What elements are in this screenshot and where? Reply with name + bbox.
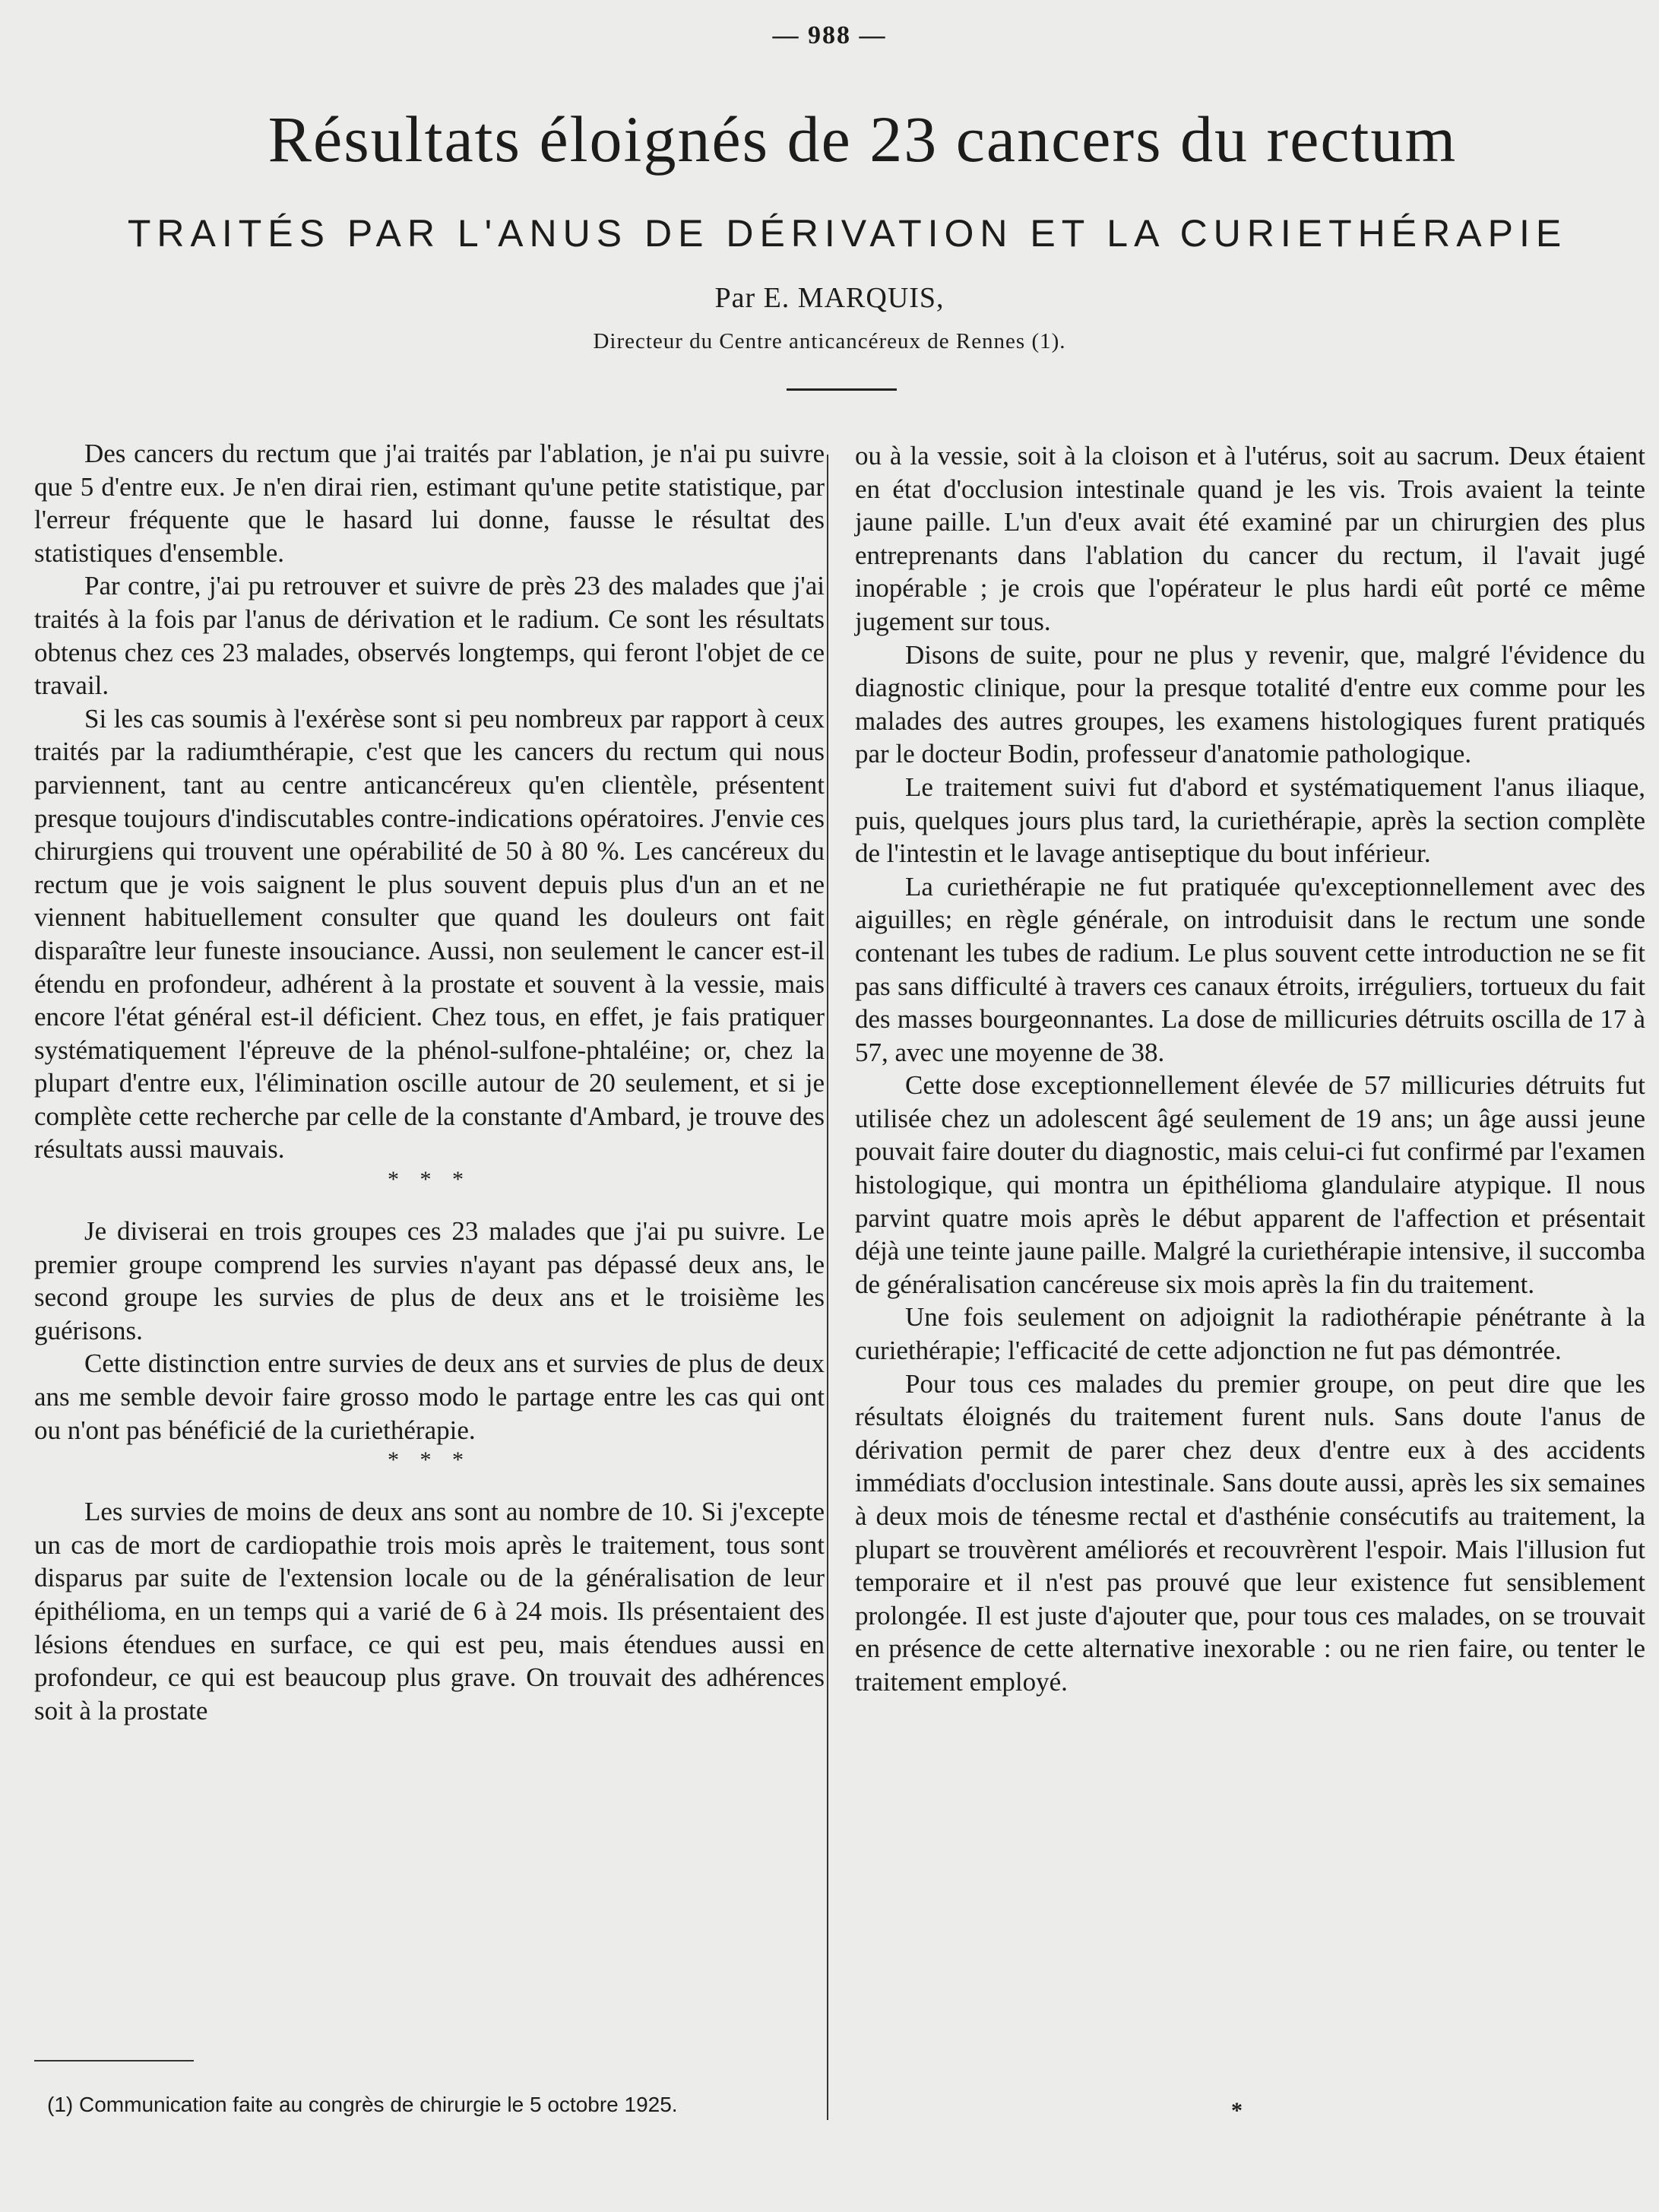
paragraph: ou à la vessie, soit à la cloison et à l'utérus, soit au sacrum. Deux étaient en état d'occlusion intestinale quand je les vis. Trois avaient la teinte jaune paille. L'un d'eux avait été examiné par un chirurgien des plus entreprenants dans l'ablation du cancer du rectum, il l'avait jugé inopérable ; je crois que l'opérateur le plus hardi eût porté ce même jugement sur tous. [855,441,1645,636]
paragraph: Si les cas soumis à l'exérèse sont si peu nombreux par rapport à ceux traités par la radiumthérapie, c'est que les cancers du rectum qui nous parviennent, tant au centre anticancéreux qu'en clientèle, présentent presque toujours d'indiscutables contre-indications opératoires. J'envie ces chirurgiens qui trouvent une opérabilité de 50 à 80 %. Les cancéreux du rectum que je vois saignent le plus souvent depuis plus d'un an et ne viennent habituellement consulter que quand les douleurs ont fait disparaître leur funeste insouciance. Aussi, non seulement le cancer est-il étendu en profondeur, adhérent à la prostate et souvent à la vessie, mais encore l'état général est-il déficient. Chez tous, en effet, je fais pratiquer systématiquement l'épreuve de la phénol-sulfone-phtaléine; or, chez la plupart d'entre eux, l'élimination oscille autour de 20 seulement, et si je complète cette recherche par celle de la constante d'Ambard, je trouve des résultats aussi mauvais. [34,703,825,1165]
paragraph: Une fois seulement on adjoignit la radiothérapie pénétrante à la curiethérapie; l'efficacité de cette adjonction ne fut pas démontrée. [855,1302,1645,1366]
author-affiliation: Directeur du Centre anticancéreux de Rennes (1). [593,329,1066,353]
column-divider [827,2063,828,2120]
section-separator: * * * [388,1447,471,1473]
paragraph: Par contre, j'ai pu retrouver et suivre de près 23 des malades que j'ai traités à la fois par l'anus de dérivation et le radium. Ce sont les résultats obtenus chez ces 23 malades, observés longtemps, qui feront l'objet de ce travail. [34,571,825,701]
paragraph: Le traitement suivi fut d'abord et systématiquement l'anus iliaque, puis, quelques jours plus tard, la curiethérapie, après la section complète de l'intestin et le lavage antiseptique du bout inférieur. [855,772,1645,869]
paragraph: Je diviserai en trois groupes ces 23 malades que j'ai pu suivre. Le premier groupe comprend les survies n'ayant pas dépassé deux ans, le second groupe les survies de plus de deux ans et le troisième les guérisons. [34,1216,825,1345]
end-mark: * [1231,2098,1243,2123]
paragraph: Disons de suite, pour ne plus y revenir, que, malgré l'évidence du diagnostic clinique, pour la presque totalité d'entre eux comme pour les malades des autres groupes, les examens histologiques furent pratiqués par le docteur Bodin, professeur d'anatomie pathologique. [855,639,1645,769]
article-subtitle: TRAITÉS PAR L'ANUS DE DÉRIVATION ET LA CURIETHÉRAPIE [127,212,1568,255]
paragraph: Pour tous ces malades du premier groupe, on peut dire que les résultats éloignés du traitement furent nuls. Sans doute l'anus de dérivation permit de parer chez deux d'entre eux à des accidents immédiats d'occlusion intestinale. Sans doute aussi, après les six semaines à deux mois de ténesme rectal et d'asthénie consécutifs au traitement, la plupart se trouvèrent améliorés et recouvrèrent l'espoir. Mais l'illusion fut temporaire et il n'est pas prouvé que leur existence fut sensiblement prolongée. Il est juste d'ajouter que, pour tous ces malades, on se trouvait en présence de cette alternative inexorable : ou ne rien faire, ou tenter le traitement employé. [855,1368,1645,1697]
right-column [855,439,1645,1699]
footnote-rule [34,2060,194,2061]
left-column [34,437,825,1727]
page-number: — 988 — [772,21,887,49]
title-rule [787,388,897,391]
paragraph: Des cancers du rectum que j'ai traités par l'ablation, je n'ai pu suivre que 5 d'entre eux. Je n'en dirai rien, estimant qu'une petite statistique, par l'erreur fréquente que le hasard lui donne, fausse le résultat des statistiques d'ensemble. [34,439,825,568]
paragraph: Cette dose exceptionnellement élevée de 57 millicuries détruits fut utilisée chez un adolescent âgé seulement de 19 ans; un âge aussi jeune pouvait faire douter du diagnostic, mais celui-ci fut confirmé par l'examen histologique, qui montra un épithélioma glandulaire atypique. Il nous parvint quatre mois après le début apparent de l'affection et présentait déjà une teinte jaune paille. Malgré la curiethérapie intensive, il succomba de généralisation cancéreuse six mois après la fin du traitement. [855,1070,1645,1299]
paragraph: Les survies de moins de deux ans sont au nombre de 10. Si j'excepte un cas de mort de cardiopathie trois mois après le traitement, tous sont disparus par suite de l'extension locale ou de la généralisation de leur épithélioma, en un temps qui a varié de 6 à 24 mois. Ils présentaient des lésions étendues en surface, ce qui est peu, mais étendues aussi en profondeur, ce qui est beaucoup plus grave. On trouvait des adhérences soit à la prostate [34,1497,825,1726]
author-byline: Par E. MARQUIS, [714,282,945,314]
footnote: (1) Communication faite au congrès de chirurgie le 5 octobre 1925. [47,2093,678,2116]
article-title: Résultats éloignés de 23 cancers du rectum [268,103,1458,176]
column-divider [827,455,828,2115]
section-separator: * * * [388,1167,471,1193]
paragraph: Cette distinction entre survies de deux ans et survies de plus de deux ans me semble devoir faire grosso modo le partage entre les cas qui ont ou n'ont pas bénéficié de la curiethérapie. [34,1348,825,1445]
paragraph: La curiethérapie ne fut pratiquée qu'exceptionnellement avec des aiguilles; en règle générale, on introduisit dans le rectum une sonde contenant les tubes de radium. Le plus souvent cette introduction ne se fit pas sans difficulté à travers ces canaux étroits, irréguliers, tortueux du fait des masses bourgeonnantes. La dose de millicuries détruits oscilla de 17 à 57, avec une moyenne de 38. [855,871,1645,1067]
